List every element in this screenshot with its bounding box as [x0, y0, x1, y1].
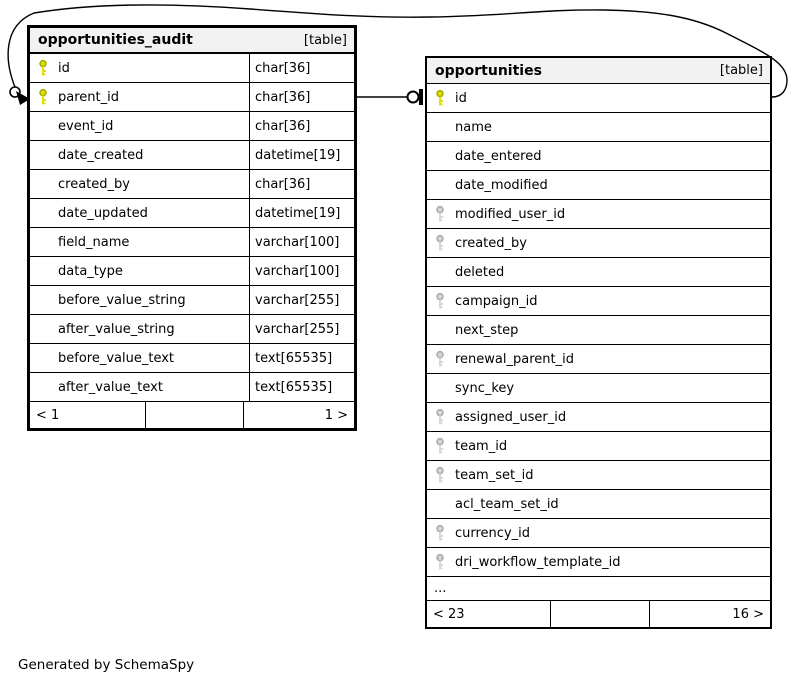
column-row — [427, 142, 770, 171]
key-cell — [427, 84, 455, 112]
key-cell — [30, 83, 58, 111]
column-row — [30, 112, 354, 141]
column-row — [427, 432, 770, 461]
column-type: varchar[255] — [249, 286, 354, 314]
column-name: date_created — [58, 147, 144, 163]
column-type: datetime[19] — [249, 141, 354, 169]
key-cell — [30, 315, 58, 343]
key-cell — [427, 287, 455, 315]
column-row — [427, 374, 770, 403]
column-name: dri_workflow_template_id — [455, 554, 621, 570]
column-row — [30, 199, 354, 228]
column-name: date_entered — [455, 148, 542, 164]
column-type: varchar[255] — [249, 315, 354, 343]
table-type-badge: [table] — [719, 63, 763, 78]
column-row — [30, 170, 354, 199]
column-name: team_set_id — [455, 467, 534, 483]
column-row — [427, 548, 770, 577]
column-type: varchar[100] — [249, 228, 354, 256]
column-row — [427, 113, 770, 142]
column-type: text[65535] — [249, 344, 354, 372]
key-cell — [30, 170, 58, 198]
column-row — [427, 171, 770, 200]
column-name: before_value_string — [58, 292, 186, 308]
key-cell — [30, 257, 58, 285]
column-name: next_step — [455, 322, 519, 338]
key-cell — [30, 286, 58, 314]
key-cell — [30, 54, 58, 82]
table-footer — [30, 402, 354, 428]
table-box-opportunities — [425, 56, 772, 629]
key-cell — [427, 461, 455, 489]
column-name: renewal_parent_id — [455, 351, 574, 367]
column-name: date_modified — [455, 177, 548, 193]
column-row — [427, 345, 770, 374]
footer-right-count: 16 > — [732, 606, 764, 622]
column-type: varchar[100] — [249, 257, 354, 285]
relationship-endpoint-bar — [419, 89, 423, 105]
foreign-key-icon — [434, 553, 446, 571]
column-name: before_value_text — [58, 350, 175, 366]
primary-key-icon — [434, 89, 446, 107]
table-title[interactable]: opportunities — [435, 62, 542, 79]
column-row — [30, 83, 354, 112]
key-cell — [427, 490, 455, 518]
column-name: data_type — [58, 263, 123, 279]
foreign-key-icon — [434, 205, 446, 223]
column-name: campaign_id — [455, 293, 538, 309]
column-name: after_value_string — [58, 321, 175, 337]
key-cell — [427, 519, 455, 547]
key-cell — [427, 229, 455, 257]
footer-left-count: < 23 — [427, 601, 551, 627]
column-row — [427, 229, 770, 258]
column-row — [30, 257, 354, 286]
column-row — [30, 54, 354, 83]
column-name: created_by — [455, 235, 527, 251]
column-row — [427, 519, 770, 548]
key-cell — [427, 258, 455, 286]
key-cell — [427, 200, 455, 228]
column-name: team_id — [455, 438, 508, 454]
column-name: id — [455, 90, 467, 106]
key-cell — [427, 142, 455, 170]
column-row — [427, 200, 770, 229]
column-name: modified_user_id — [455, 206, 566, 222]
foreign-key-icon — [434, 524, 446, 542]
key-cell — [427, 345, 455, 373]
key-cell — [427, 171, 455, 199]
column-name: sync_key — [455, 380, 515, 396]
column-name: created_by — [58, 176, 130, 192]
key-cell — [427, 374, 455, 402]
column-row — [30, 373, 354, 402]
foreign-key-icon — [434, 234, 446, 252]
relationship-endpoint-circle — [408, 92, 419, 103]
key-cell — [30, 112, 58, 140]
primary-key-icon — [37, 88, 49, 106]
table-footer — [427, 601, 770, 627]
column-name: name — [455, 119, 492, 135]
column-name: acl_team_set_id — [455, 496, 559, 512]
column-type: text[65535] — [249, 373, 354, 401]
footer-middle-cell — [146, 402, 244, 428]
column-name: deleted — [455, 264, 505, 280]
footer-right-count: 1 > — [324, 407, 348, 423]
column-type: char[36] — [249, 83, 354, 111]
foreign-key-icon — [434, 466, 446, 484]
column-row — [30, 228, 354, 257]
column-name: currency_id — [455, 525, 531, 541]
table-box-opportunities-audit — [27, 25, 357, 431]
key-cell — [427, 316, 455, 344]
column-row — [30, 344, 354, 373]
table-header — [427, 58, 770, 84]
ellipsis-row — [427, 577, 770, 601]
key-cell — [427, 403, 455, 431]
key-cell — [427, 113, 455, 141]
column-row — [427, 490, 770, 519]
column-row — [427, 403, 770, 432]
column-row — [427, 84, 770, 113]
table-header — [30, 28, 354, 54]
column-row — [427, 461, 770, 490]
column-row — [30, 286, 354, 315]
column-name: parent_id — [58, 89, 119, 105]
key-cell — [427, 432, 455, 460]
foreign-key-icon — [434, 437, 446, 455]
key-cell — [30, 344, 58, 372]
column-name: field_name — [58, 234, 130, 250]
column-name: event_id — [58, 118, 114, 134]
column-type: char[36] — [249, 54, 354, 82]
column-row — [427, 316, 770, 345]
relationship-endpoint-circle — [10, 87, 20, 97]
column-row — [30, 315, 354, 344]
footer-left-count: < 1 — [30, 402, 146, 428]
column-name: after_value_text — [58, 379, 163, 395]
table-title[interactable]: opportunities_audit — [38, 32, 193, 48]
column-name: assigned_user_id — [455, 409, 567, 425]
foreign-key-icon — [434, 408, 446, 426]
key-cell — [30, 373, 58, 401]
key-cell — [30, 228, 58, 256]
key-cell — [427, 548, 455, 576]
footer-middle-cell — [551, 601, 650, 627]
column-row — [427, 258, 770, 287]
column-row — [30, 141, 354, 170]
column-row — [427, 287, 770, 316]
column-type: char[36] — [249, 112, 354, 140]
primary-key-icon — [37, 59, 49, 77]
foreign-key-icon — [434, 350, 446, 368]
key-cell — [30, 141, 58, 169]
column-name: id — [58, 60, 70, 76]
key-cell — [30, 199, 58, 227]
column-name: date_updated — [58, 205, 148, 221]
column-name: ... — [434, 581, 447, 596]
table-type-badge: [table] — [303, 32, 347, 48]
column-type: datetime[19] — [249, 199, 354, 227]
generator-credit: Generated by SchemaSpy — [18, 657, 195, 673]
column-type: char[36] — [249, 170, 354, 198]
foreign-key-icon — [434, 292, 446, 310]
